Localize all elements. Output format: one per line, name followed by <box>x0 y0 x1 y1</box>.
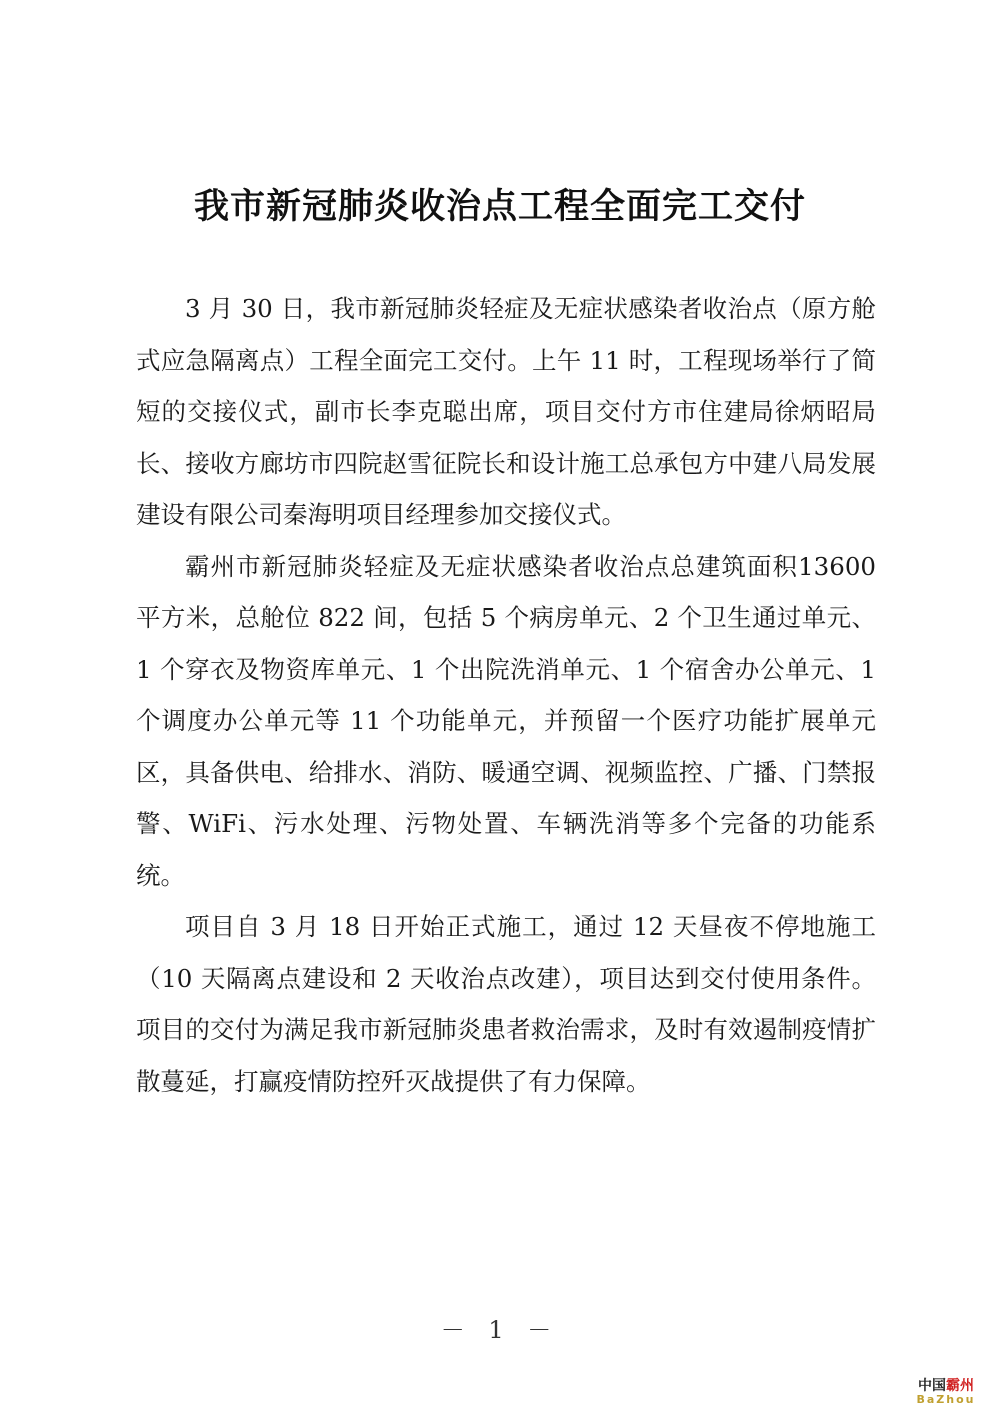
document-title: 我市新冠肺炎收治点工程全面完工交付 <box>193 186 806 227</box>
watermark-text-bazhou: 霸州 <box>946 1377 974 1394</box>
document-body <box>136 283 876 1107</box>
watermark-text-china: 中国 <box>918 1377 946 1394</box>
paragraph-1: 3 月 30 日，我市新冠肺炎轻症及无症状感染者收治点（原方舱式应急隔离点）工程全面完工交付。上午 11 时，工程现场举行了简短的交接仪式，副市长李克聪出席，项目交付方市住建局徐炳昭局长、接收方廊坊市四院赵雪征院长和设计施工总承包方中建八局发展建设有限公司秦海明项目经理参加交接仪式。 <box>136 294 876 529</box>
page-number: － 1 － <box>440 1316 560 1344</box>
paragraph-2: 霸州市新冠肺炎轻症及无症状感染者收治点总建筑面积13600 平方米，总舱位 822 间，包括 5 个病房单元、2 个卫生通过单元、1 个穿衣及物资库单元、1 个出院洗消单元、1 个宿舍办公单元、1 个调度办公单元等 11 个功能单元，并预留一个医疗功能扩展单元区，具备供电、给排水、消防、暖通空调、视频监控、广播、门禁报警、WiFi、污水处理、污物处置、车辆洗消等多个完备的功能系统。 <box>136 551 876 890</box>
paragraph-3: 项目自 3 月 18 日开始正式施工，通过 12 天昼夜不停地施工（10 天隔离点建设和 2 天收治点改建），项目达到交付使用条件。项目的交付为满足我市新冠肺炎患者救治需求，及时有效遏制疫情扩散蔓延，打赢疫情防控歼灭战提供了有力保障。 <box>136 912 876 1096</box>
watermark-line-2: BaZhou <box>916 1392 976 1406</box>
site-watermark-logo <box>906 1379 986 1406</box>
watermark-line-1 <box>906 1379 986 1394</box>
